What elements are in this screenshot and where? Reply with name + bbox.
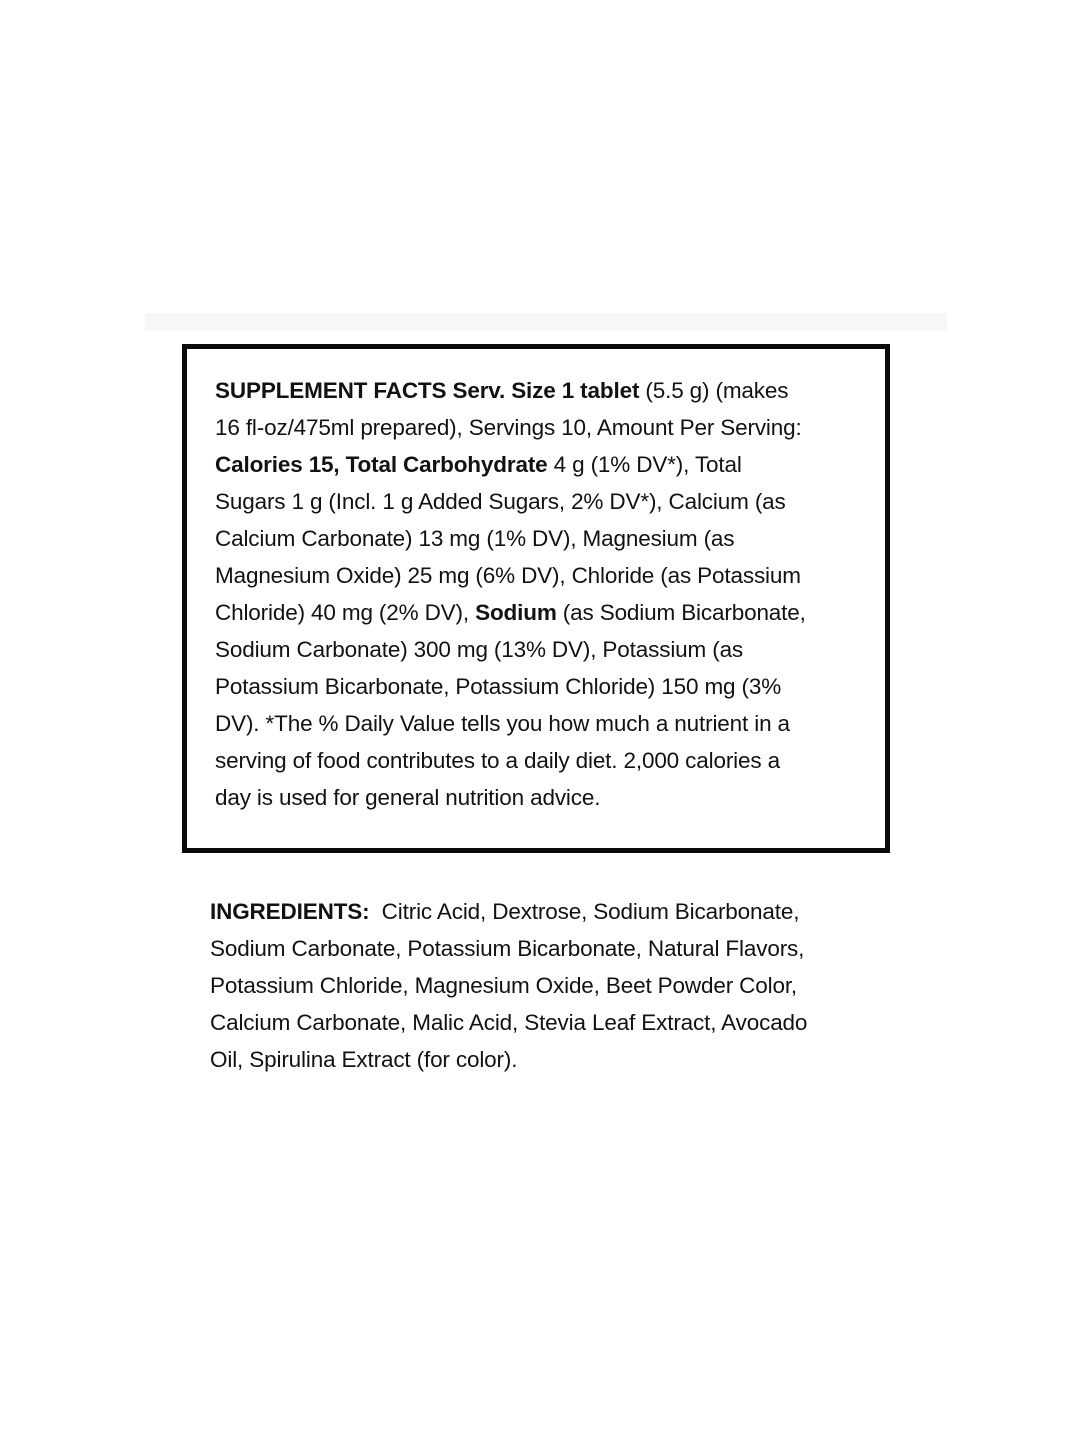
text-segment: day is used for general nutrition advice.: [215, 785, 601, 810]
text-segment-bold: Calories 15, Total Carbohydrate: [215, 452, 548, 477]
text-segment: serving of food contributes to a daily diet. 2,000 calories a: [215, 748, 780, 773]
text-line: [215, 372, 806, 409]
text-segment: Potassium Chloride, Magnesium Oxide, Beet Powder Color,: [210, 973, 798, 998]
text-line: [210, 1004, 807, 1041]
supplement-facts-text: [215, 372, 806, 816]
text-segment: Potassium Bicarbonate, Potassium Chloride) 150 mg (3%: [215, 674, 782, 699]
text-segment-bold: INGREDIENTS:: [210, 899, 370, 924]
text-line: [215, 631, 806, 668]
text-line: [215, 520, 806, 557]
text-segment: Chloride) 40 mg (2% DV),: [215, 600, 476, 625]
text-line: [210, 967, 807, 1004]
text-segment: Citric Acid, Dextrose, Sodium Bicarbonate,: [369, 899, 800, 924]
text-segment: Sodium Carbonate, Potassium Bicarbonate, Natural Flavors,: [210, 936, 805, 961]
text-segment: 4 g (1% DV*), Total: [547, 452, 742, 477]
text-segment: (as Sodium Bicarbonate,: [556, 600, 806, 625]
text-segment: Sodium Carbonate) 300 mg (13% DV), Potassium (as: [215, 637, 744, 662]
text-segment: Sugars 1 g (Incl. 1 g Added Sugars, 2% DV*), Calcium (as: [215, 489, 786, 514]
text-line: [210, 930, 807, 967]
text-segment: Magnesium Oxide) 25 mg (6% DV), Chloride (as Potassium: [215, 563, 801, 588]
text-segment: Oil, Spirulina Extract (for color).: [210, 1047, 518, 1072]
text-line: [210, 893, 807, 930]
text-line: [215, 557, 806, 594]
text-line: [215, 668, 806, 705]
text-line: [215, 483, 806, 520]
text-line: [215, 409, 806, 446]
ingredients-text: [210, 893, 807, 1078]
text-line: [210, 1041, 807, 1078]
text-line: [215, 779, 806, 816]
text-line: [215, 705, 806, 742]
text-segment-bold: SUPPLEMENT FACTS Serv. Size 1 tablet: [215, 378, 640, 403]
text-segment: Calcium Carbonate, Malic Acid, Stevia Leaf Extract, Avocado: [210, 1010, 808, 1035]
text-segment: 16 fl-oz/475ml prepared), Servings 10, Amount Per Serving:: [215, 415, 802, 440]
text-segment-bold: Sodium: [475, 600, 557, 625]
text-line: [215, 446, 806, 483]
page-shadow-band: [145, 313, 947, 331]
text-line: [215, 742, 806, 779]
text-segment: DV). *The % Daily Value tells you how much a nutrient in a: [215, 711, 790, 736]
text-segment: Calcium Carbonate) 13 mg (1% DV), Magnesium (as: [215, 526, 735, 551]
text-segment: (5.5 g) (makes: [639, 378, 789, 403]
text-line: [215, 594, 806, 631]
